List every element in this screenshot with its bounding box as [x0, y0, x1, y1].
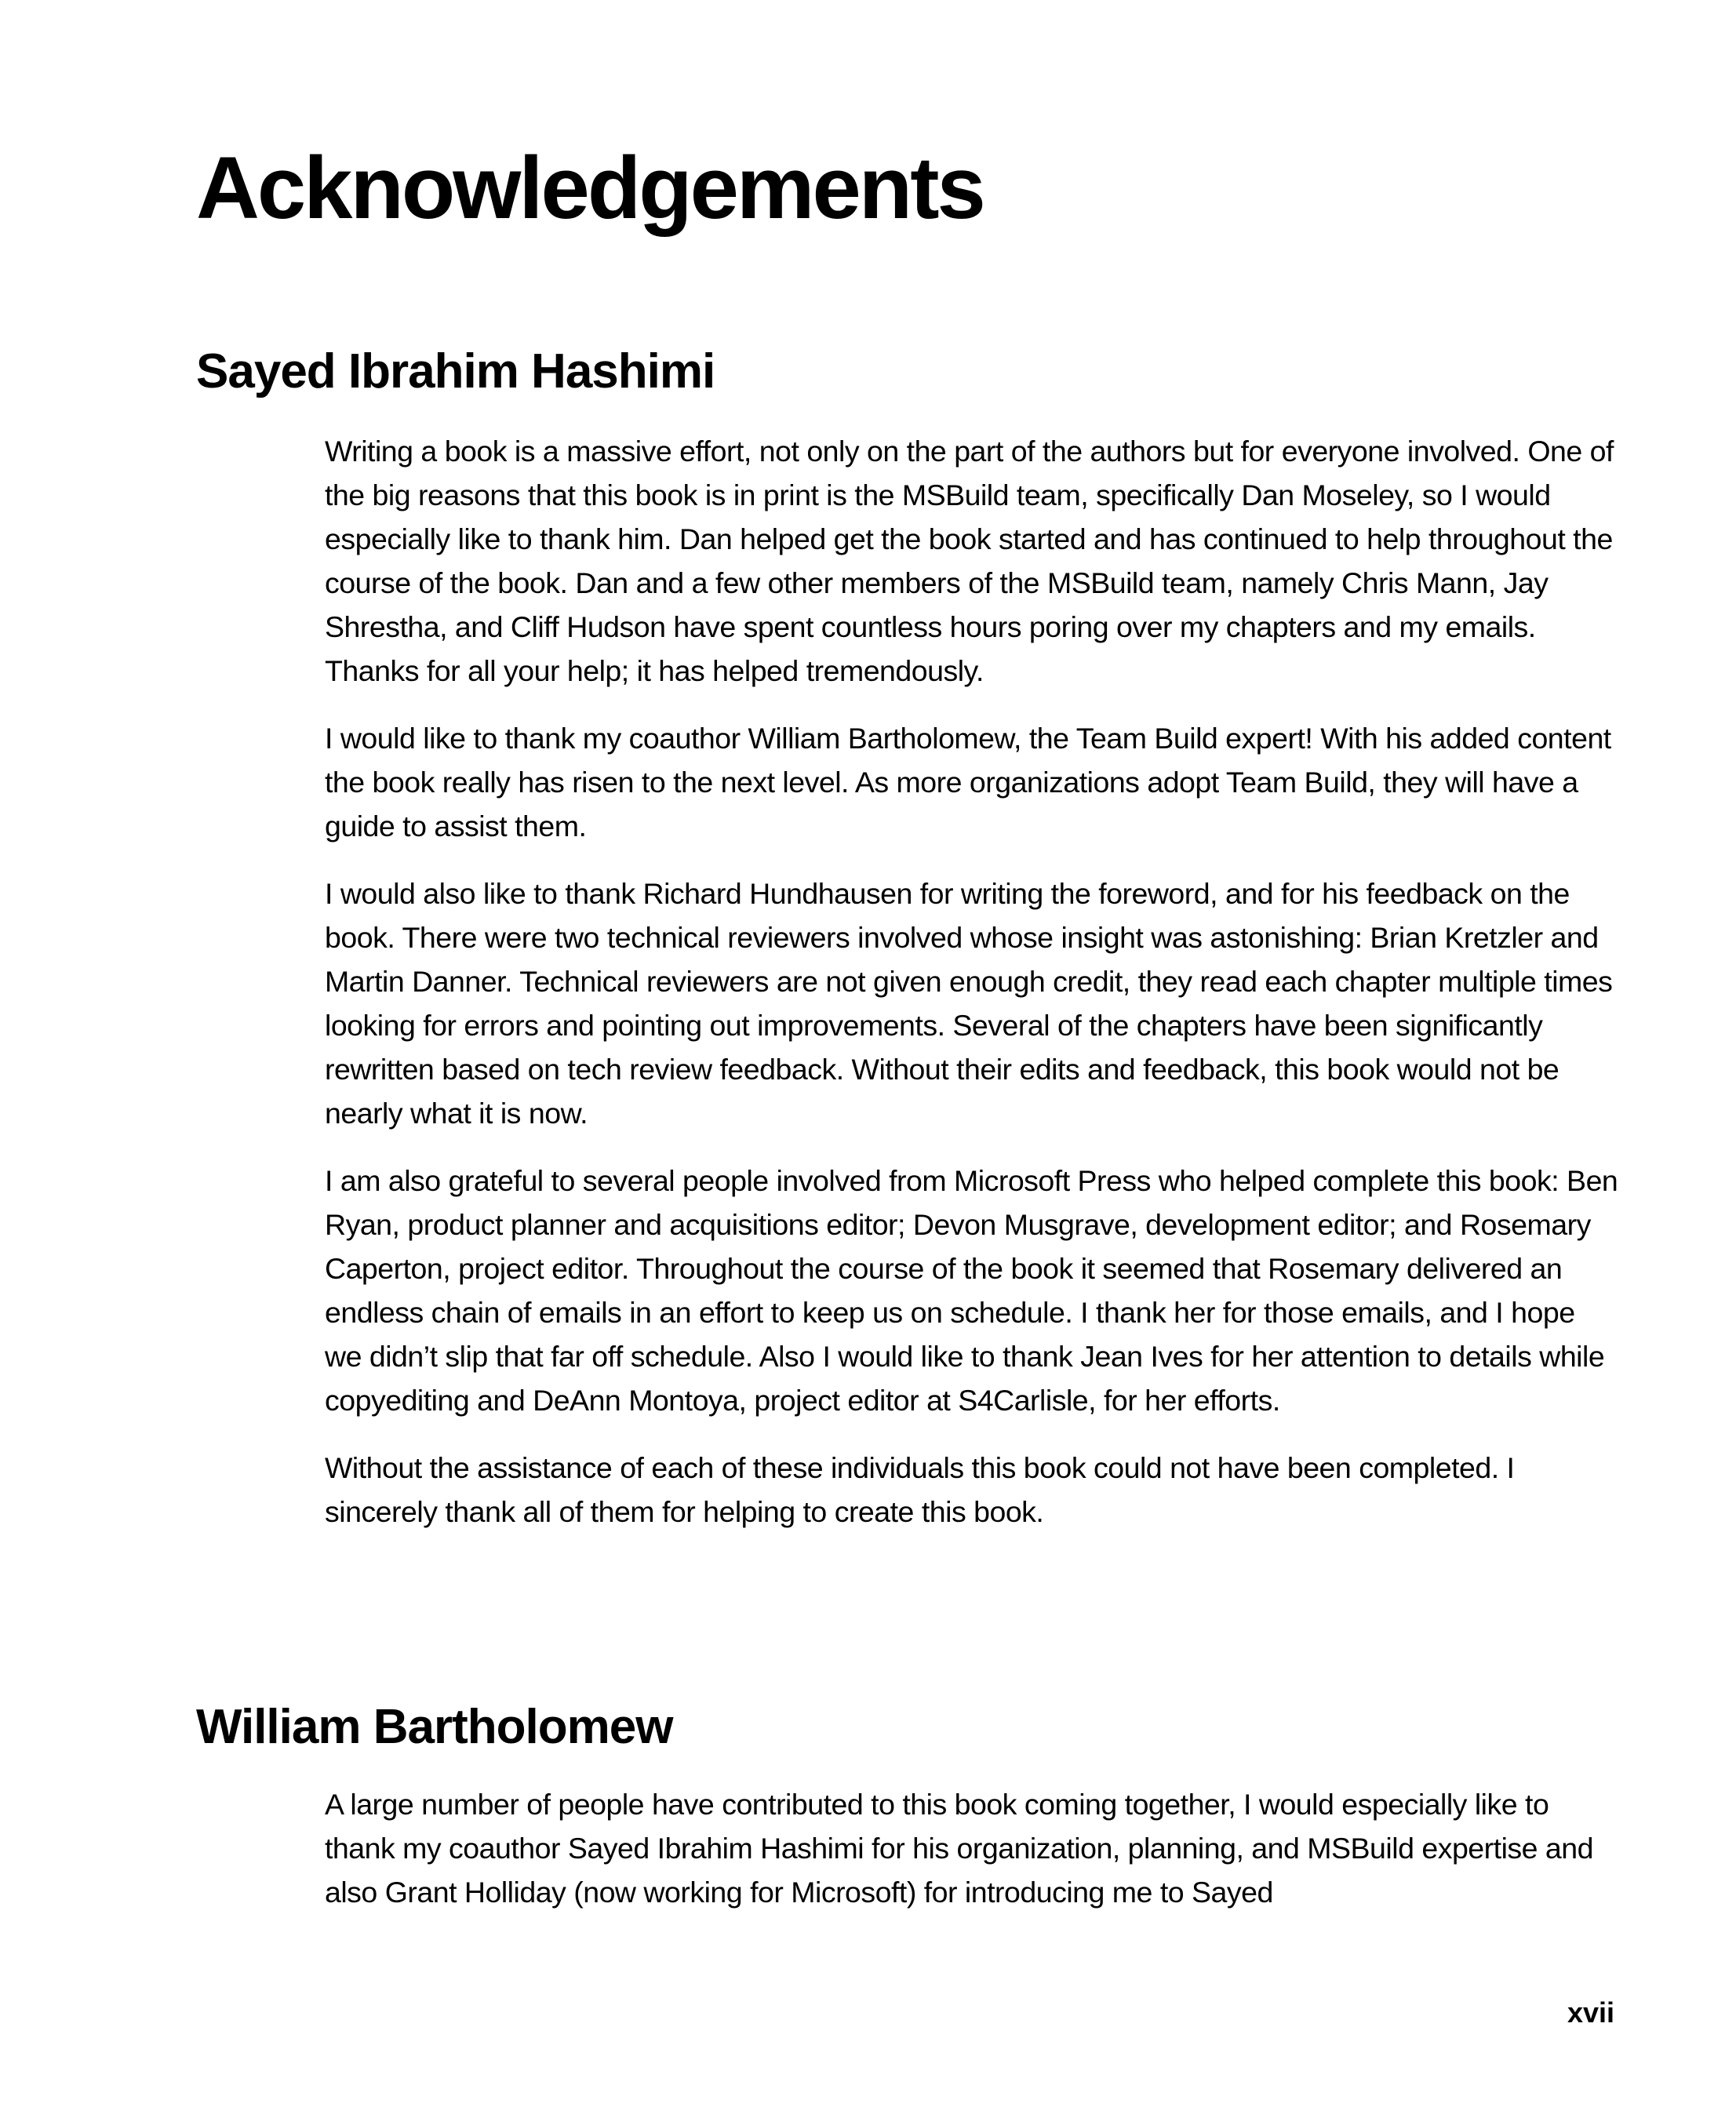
paragraph: A large number of people have contributed to this book coming together, I would especially like to thank my coauthor Sayed Ibrahim Hashimi for his organization, planning, and MSBuild expertise and also Grant Holliday (now working for Microsoft) for introducing me to Sayed	[325, 1788, 1593, 1909]
section-heading-sayed-ibrahim-hashimi: Sayed Ibrahim Hashimi	[196, 344, 715, 398]
section-body-sayed-ibrahim-hashimi	[325, 429, 1619, 1557]
paragraph: I would like to thank my coauthor William Bartholomew, the Team Build expert! With his added content the book really has risen to the next level. As more organizations adopt Team Build, they will have a guide to assist them.	[325, 722, 1611, 842]
paragraph: I would also like to thank Richard Hundhausen for writing the foreword, and for his feedback on the book. There were two technical reviewers involved whose insight was astonishing: Brian Kretzler and Martin Danner. Technical reviewers are not given enough credit, they read each chapter multiple times looking for errors and pointing out improvements. Several of the chapters have been significantly rewritten based on tech review feedback. Without their edits and feedback, this book would not be nearly what it is now.	[325, 877, 1613, 1130]
paragraph: Writing a book is a massive effort, not only on the part of the authors but for everyone involved. One of the big reasons that this book is in print is the MSBuild team, specifically Dan Moseley, so I would especially like to thank him. Dan helped get the book started and has continued to help throughout the course of the book. Dan and a few other members of the MSBuild team, namely Chris Mann, Jay Shrestha, and Cliff Hudson have spent countless hours poring over my chapters and my emails. Thanks for all your help; it has helped tremendously.	[325, 435, 1614, 687]
page-title: Acknowledgements	[196, 139, 984, 237]
paragraph: I am also grateful to several people involved from Microsoft Press who helped complete this book: Ben Ryan, product planner and acquisitions editor; Devon Musgrave, development editor; and Rosemary Caperton, project editor. Throughout the course of the book it seemed that Rosemary delivered an endless chain of emails in an effort to keep us on schedule. I thank her for those emails, and I hope we didn’t slip that far off schedule. Also I would like to thank Jean Ives for her attention to details while copyediting and DeAnn Montoya, project editor at S4Carlisle, for her efforts.	[325, 1164, 1618, 1417]
page-number: xvii	[1567, 1996, 1614, 2029]
section-body-william-bartholomew	[325, 1782, 1619, 1938]
paragraph: Without the assistance of each of these individuals this book could not have been completed. I sincerely thank all of them for helping to create this book.	[325, 1451, 1515, 1528]
section-heading-william-bartholomew: William Bartholomew	[196, 1700, 673, 1754]
